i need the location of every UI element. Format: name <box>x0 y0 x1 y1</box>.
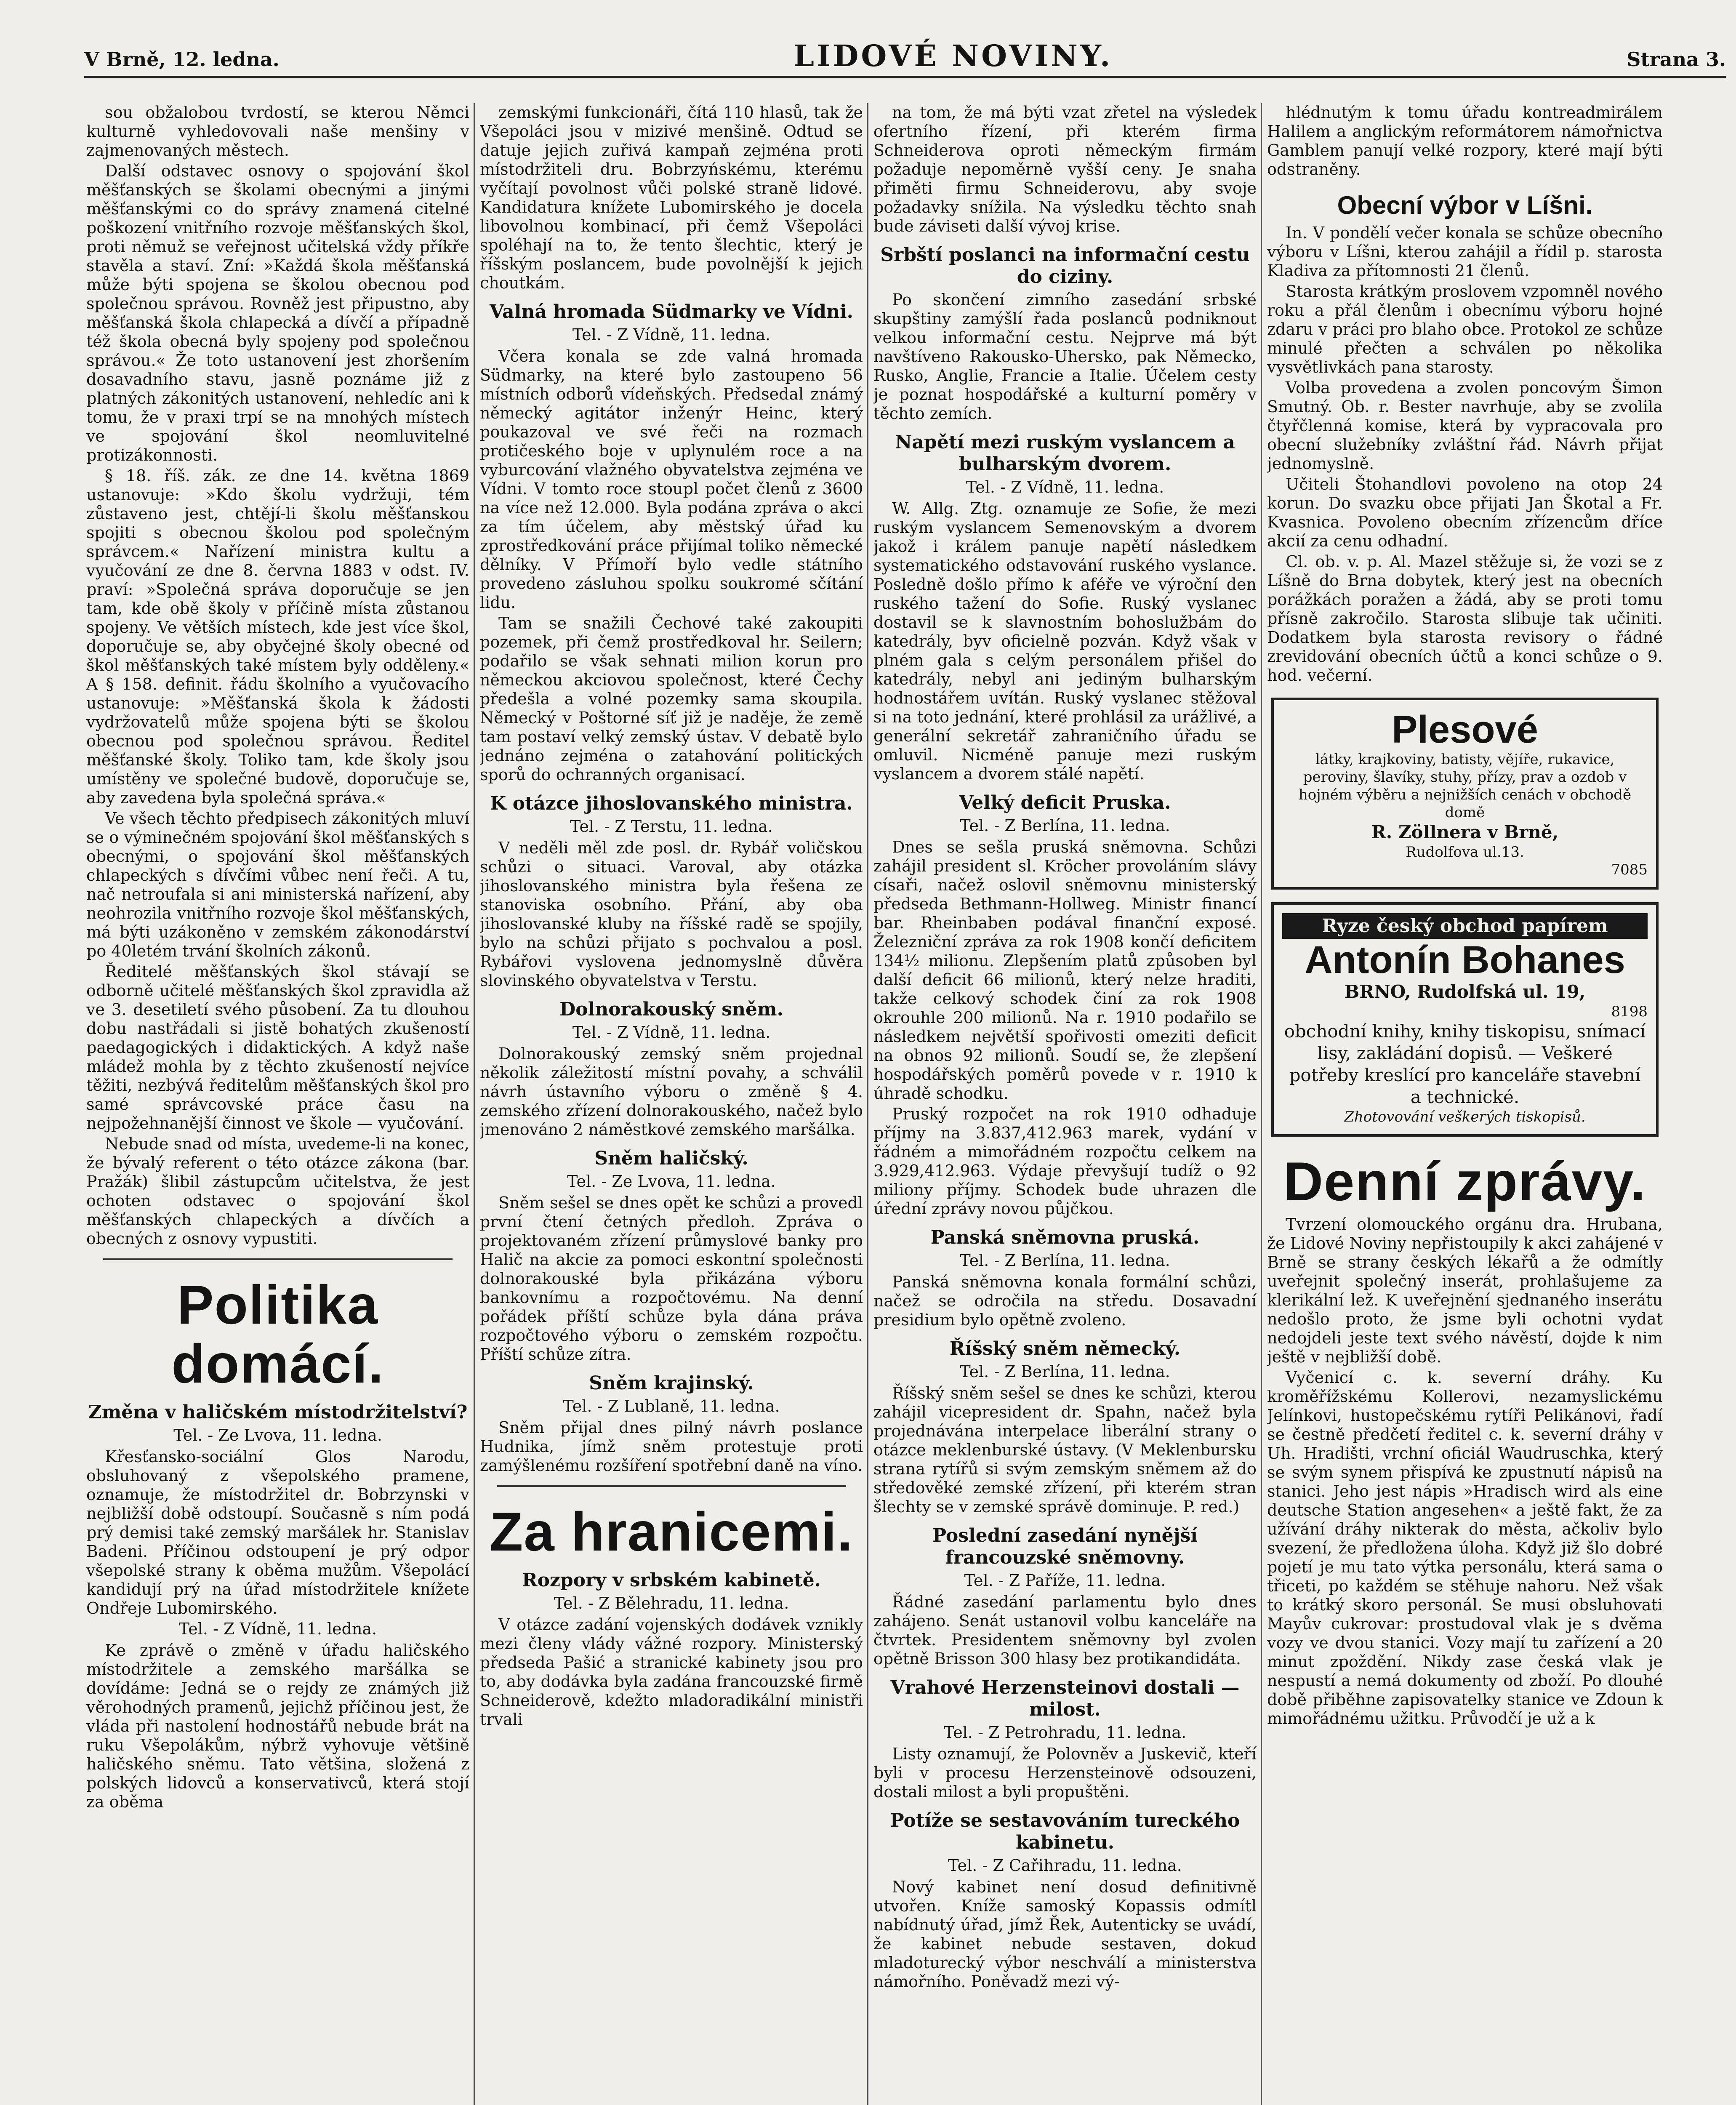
dateline: Tel. - Ze Lvova, 11. ledna. <box>567 1172 776 1191</box>
article-title: Rozpory v srbském kabinetě. <box>522 1569 821 1591</box>
column-4 <box>1267 103 1663 2105</box>
column-3 <box>873 103 1257 2105</box>
column-divider <box>474 103 475 2105</box>
column-divider <box>1261 103 1262 2105</box>
advertisement-bohanes <box>1271 902 1659 1137</box>
ad-code: 7085 <box>1611 861 1648 878</box>
ad-footer: Zhotovování veškerých tiskopisů. <box>1344 1108 1586 1125</box>
dateline: Tel. - Z Berlína, 11. ledna. <box>960 1362 1170 1381</box>
dateline: Tel. - Z Lublaně, 11. ledna. <box>563 1397 780 1415</box>
advertisement-zollner <box>1271 698 1659 890</box>
ad-headline: Plesové <box>1392 708 1538 751</box>
ad-banner: Ryze český obchod papírem <box>1282 913 1648 939</box>
column-divider <box>867 103 868 2105</box>
dateline: Tel. - Z Vídně, 11. ledna. <box>572 325 771 344</box>
column-1 <box>86 103 469 2105</box>
article-title: Dolnorakouský sněm. <box>559 999 783 1020</box>
article-title: Vrahové Herzensteinovi dostali — milost. <box>890 1677 1240 1720</box>
article-title: Velký deficit Pruska. <box>959 792 1171 813</box>
paragraph: Křesťansko-sociální Glos Narodu, obsluhovaný z všepolského pramene, oznamuje, že místodržitel dr. Bobrzynski v nejbližší době odstoupí. Současně s ním podá prý demisi také zemský maršálek hr. Stanislav Badeni. Příčinou odstoupení je prý odpor všepolské strany k oběma mužům. Všepolácí kandidují prý na úřad místodržitele knížete Ondřeje Lubomirského. <box>86 1447 469 1617</box>
paragraph: Nebude snad od místa, uvedeme-li na konec, že bývalý referent o této otázce zákona (bar. Pražák) šlibil zástupcům učitelstva, že jest ochoten odstavec o spojování škol měšťanských chlapeckých a dívčích a obecných z osnovy vypustiti. <box>86 1135 469 1248</box>
paragraph: Ředitelé měšťanských škol stávají se odborně učitelé měšťanských škol zpravidla až ve 3. desetiletí svého působení. Za tu dlouhou dobu nastřádali si jistě bohatých zkušeností paedagogických i didaktických. A když naše mládež mohla by z těchto zkušeností nejvíce těžiti, nezbývá ředitelům měšťanských škol pro samé správcovské práce času na nejpožehnanější činnost ve škole — vyučování. <box>86 962 469 1132</box>
ad-text: obchodní knihy, knihy tiskopisu, snímací lisy, zakládání dopisů. — Veškeré potřeby kreslící pro kanceláře stavební a technické. <box>1284 1021 1646 1107</box>
paragraph: In. V pondělí večer konala se schůze obecního výboru v Líšni, kterou zahájil a řídil p. starosta Kladiva za přítomnosti 21 členů. <box>1267 224 1663 280</box>
article-title: Změna v haličském místodržitelství? <box>88 1402 468 1423</box>
header-date: V Brně, 12. ledna. <box>84 48 280 71</box>
rubric-foreign: Za hranicemi. <box>489 1501 854 1562</box>
article-title: Srbští poslanci na informační cestu do ciziny. <box>880 244 1250 288</box>
article-title: Potíže se sestavováním tureckého kabinetu. <box>890 1810 1240 1853</box>
section-rule <box>103 1258 453 1260</box>
article-title: Sněm krajinský. <box>589 1372 754 1394</box>
paragraph: na tom, že má býti vzat zřetel na výsledek ofertního řízení, při kterém firma Schneiderova oproti německým firmám požaduje nepoměrně vyšší ceny. Je snaha přiměti firmu Schneiderovu, aby svoje požadavky snížila. Na výsledku těchto snah bude záviseti další vývoj krise. <box>873 103 1257 235</box>
paragraph: zemskými funkcionáři, čítá 110 hlasů, tak že Všepoláci jsou v mizivé menšině. Odtud se datuje jejich zuřivá kampaň zejména proti místodržiteli dru. Bobrzyńskému, kterému vyčítají povolnost vůči polské straně lidové. Kandidatura knížete Lubomirského je docela libovolnou kombinací, při čemž Všepoláci spoléhají na to, že tento šlechtic, který je říšským poslancem, bude povolnější k jejich choutkám. <box>480 103 863 292</box>
dateline: Tel. - Z Vídně, 11. ledna. <box>178 1620 377 1638</box>
dateline: Tel. - Z Vídně, 11. ledna. <box>966 478 1164 496</box>
paragraph: V otázce zadání vojenských dodávek vznikly mezi členy vlády vážné rozpory. Ministerský předseda Pašić a stranické kabinety jsou pro to, aby dodávka byla zadána francouzské firmě Schneiderově, kdežto mladoradikální ministři trvali <box>480 1615 863 1729</box>
article-title: Říšský sněm německý. <box>949 1338 1181 1359</box>
page-number: Strana 3. <box>1627 48 1726 71</box>
dateline: Tel. - Z Vídně, 11. ledna. <box>572 1023 771 1042</box>
rubric-domestic-politics: Politika domácí. <box>171 1274 384 1394</box>
dateline: Tel. - Z Berlína, 11. ledna. <box>960 1251 1170 1270</box>
paragraph: Vyčenicí c. k. severní dráhy. Ku kroměřížskému Kollerovi, nezamyslickému Jelínkovi, hustopečskému rytíři Pelikánovi, řadí se čestně předčetí ředitel c. k. severní dráhy v Uh. Hradišti, vrchní oficiál Waudruschka, který se svým synem přispívá ke zpustnutí nápisů na stanici. Jeho jest nápis »Hradisch wird als eine deutsche Station angesehen« a ještě fakt, že za užívání dráhy nikterak do města, ačkoliv bylo svezení, že předložena úloha. Když již šlo dobré pojetí je mu tato výtka personálu, která sama o třiceti, po každém se stěhuje nahoru. Než však to krátký skoro personál. Se musi obsluhovati Mayův cukrovar: prostudoval vlak je s dvěma vozy ve dvou stanici. Vozy mají tu zařízení a 20 minut zpoždění. Nikdy zase česká vlak je nespustí a nemá dokumenty od zboží. Po dlouhé době přiběhne zapisovatelky stanice ve Zdoun k mimořádnému užitku. Průvodčí je už a k <box>1267 1368 1663 1728</box>
article-title: Valná hromada Südmarky ve Vídni. <box>490 301 853 322</box>
ad-address: Rudolfova ul.13. <box>1406 844 1524 861</box>
paragraph: Říšský sněm sešel se dnes ke schůzi, kterou zahájil vicepresident dr. Spahn, načež byla projednávána interpelace liberální strany o otázce meklenburské ústavy. (V Meklenbursku strana rytířů si svým zemským sněmem až do středověké zemské zřízení, při kterém stran šlechty se v zemské správě dominuje. P. red.) <box>873 1384 1257 1516</box>
ad-shop-name: R. Zöllnera v Brně, <box>1371 822 1559 842</box>
paragraph: Ve všech těchto předpisech zákonitých mluví se o výminečném spojování škol měšťanských s obecnými, o spojování škol měšťanských chlapeckých s dívčími vůbec není řeči. A tu, nač netroufala si ani ministerská nařízení, aby neohrozila vnitřního rozvoje škol měšťanských, má býti uzákoněno v zemském zákonodárství po 40letém trvání školních zákonů. <box>86 809 469 960</box>
article-title: Napětí mezi ruským vyslancem a bulharským dvorem. <box>895 432 1235 475</box>
ad-code: 8198 <box>1611 1003 1648 1020</box>
section-rule <box>497 1485 846 1487</box>
ad-text: látky, krajkoviny, batisty, vějíře, rukavice, peroviny, šlavíky, stuhy, přízy, prav a ozdob v hojném výběru a nejnižších cenách v obchodě domě <box>1298 751 1632 821</box>
paragraph: Sněm sešel se dnes opět ke schůzi a provedl první čtení četných předloh. Zpráva o projektovaném zřízení průmyslové banky pro Halič na akcie za pomoci eskontní společnosti dolnorakouské byla přikázána výboru bankovnímu a rozpočtovému. Na denní pořádek příští schůze byla dána práva rozpočtového výboru o zemském rozpočtu. Příští schůze zítra. <box>480 1194 863 1364</box>
paragraph: Včera konala se zde valná hromada Südmarky, na které bylo zastoupeno 56 místních odborů vídeňských. Předsedal známý německý agitátor inženýr Heinc, který poukazoval ve své řeči na rozmach protičeského boje v uplynulém roce a na vyburcování vlažného obyvatelstva zejména ve Vídni. V tomto roce stoupl počet členů z 3600 na více než 12.000. Byla podána zpráva o akci za tím účelem, aby městský úřad ku zprostředkování práce přijímal toliko německé dělníky. V Přímoří bylo vedle státního provedeno zásluhou spolku soukromé sčítání lidu. <box>480 347 863 612</box>
column-2 <box>480 103 863 2105</box>
dateline: Tel. - Z Terstu, 11. ledna. <box>570 817 773 836</box>
article-title: Panská sněmovna pruská. <box>930 1227 1200 1248</box>
paragraph: Tam se snažili Čechové také zakoupiti pozemek, při čemž prostředkoval hr. Seilern; podařilo se však sehnati milion korun pro německou akciovou společnost, které Čechy předešla a volné pozemky sama skoupila. Německý v Poštorné síť již je naděje, že země tam postaví velký zemský ústav. V debatě bylo jednáno zejména o zatahování politických sporů do ochranných organisací. <box>480 614 863 784</box>
paragraph: Nový kabinet není dosud definitivně utvořen. Kníže samoský Kopassis odmítl nabídnutý úřad, jímž Řek, Autenticky se uvádí, že kabinet nebude sestaven, dokud mladoturecký výbor neschválí a ministerstva námořního. Poněvadž mezi vý- <box>873 1878 1257 1991</box>
article-title: Sněm haličský. <box>594 1148 748 1169</box>
paragraph: Sněm přijal dnes pilný návrh poslance Hudnika, jímž sněm protestuje proti zamýšlenému rozšíření spotřební daně na víno. <box>480 1418 863 1475</box>
paragraph: § 18. říš. zák. ze dne 14. května 1869 ustanovuje: »Kdo školu vydržuji, tém zůstaveno jest, chtějí-li školu měšťanskou spojiti s obecnou školou pod společným správcem.« Nařízení ministra kultu a vyučování ze dne 8. června 1883 v odst. IV. praví: »Společná správa doporučuje se jen tam, kde obě školy v příčině místa zůstanou spojeny. Ve větších místech, kde jest více škol, doporučuje se, aby obyčejné školy obecné od škol měšťanských také místem byly odděleny.« A § 158. definit. řádu školního a vyučovacího ustanovuje: »Měšťanská škola k žádosti vydržovatelů může spojena býti se školou obecnou pod společnou správou. Ředitel měšťanské školy. Toliko tam, kde školy jsou umístěny ve společné budově, doporučuje se, aby zavedena byla společná správa.« <box>86 466 469 807</box>
paragraph: Učiteli Štohandlovi povoleno na otop 24 korun. Do svazku obce přijati Jan Škotal a Fr. Kvasnica. Povoleno obecním zřízencům dříce akcií za cenu odhadní. <box>1267 475 1663 550</box>
paragraph: Ke zprávě o změně v úřadu haličského místodržitele a zemského maršálka se dovídáme: Jedná se o rejdy ze známých již věrohodných pramenů, jejichž příčinou jest, že vláda při nastolení hodnostářů nebude brát na ruku Všepolákům, nýbrž vyhovuje většině haličského sněmu. Tato většina, složená z polských lidovců a konservativců, která stojí za oběma <box>86 1641 469 1811</box>
article-title: K otázce jihoslovanského ministra. <box>490 793 853 814</box>
dateline: Tel. - Ze Lvova, 11. ledna. <box>173 1426 382 1444</box>
paragraph: V neděli měl zde posl. dr. Rybář voličskou schůzi o situaci. Varoval, aby otázka jihoslovanského ministra byla řešena ze stanoviska osobního. Přání, aby oba jihoslovanské kluby na říšské radě se spojily, bylo na schůzi přijato s pochvalou a posl. Rybářovi vyslovena jednomyslně důvěra slovinského obyvatelstva v Terstu. <box>480 839 863 990</box>
paragraph: W. Allg. Ztg. oznamuje ze Sofie, že mezi ruským vyslancem Semenovským a dvorem jakož i králem panuje napětí následkem systematického odstavování ruského vyslance. Posledně došlo přímo k aféře ve výroční den ruského tažení do Sofie. Ruský vyslanec dostavil se k slavnostním bohoslužbám do katedrály, byv oficielně pozván. Když však v plném gala s celým personálem přišel do katedrály, nebyl ani jediným bulharským hodnostářem uvítán. Ruský vyslanec stěžoval si na toto jednání, které prohlásil za urážlivé, a generální sekretář zahraničního úřadu se omluvil. Nicméně panuje mezi ruským vyslancem a dvorem stálé napětí. <box>873 499 1257 783</box>
paragraph: Tvrzení olomouckého orgánu dra. Hrubana, že Lidové Noviny nepřistoupily k akci zahájené v Brně se strany českých lékařů a že odmítly uveřejnit společný inserát, prohlašujeme za klerikální lež. K uveřejnění sjednaného inserátu nedošlo proto, že jsme byli ochotni vydat nedojdeli jeste text svého návěstí, dojde k nim ještě v nejbližší době. <box>1267 1215 1663 1366</box>
paragraph: Další odstavec osnovy o spojování škol měšťanských se školami obecnými a jinými měšťanskými co do správy znamená citelné poškození vnitřního rozvoje měšťanských škol, proti němuž se veřejnost učitelská vždy příkře stavěla a staví. Zní: »Každá škola měšťanská může býti spojena se školou obecnou pod společnou správou. Rovněž jest připustno, aby měšťanská škola chlapecká a dívčí a případně též škola obecná byly spojeny pod společnou správou.« Že toto ustanovení jest zhoršením dosavadního stavu, jasně poznáme již z platných zákonitých ustanovení, nehledíc ani k tomu, že v praxi trpí se na mnohých místech ve spojování škol neomluvitelné protizákonnosti. <box>86 162 469 464</box>
ad-headline: Antonín Bohanes <box>1305 938 1625 981</box>
paragraph: Listy oznamují, že Polovněv a Juskevič, kteří byli v procesu Herzensteinově odsouzeni, dostali milost a byli propuštěni. <box>873 1745 1257 1801</box>
dateline: Tel. - Z Cařihradu, 11. ledna. <box>948 1856 1182 1875</box>
rubric-daily-news: Denní zprávy. <box>1283 1151 1646 1212</box>
dateline: Tel. - Z Bělehradu, 11. ledna. <box>554 1594 789 1612</box>
paragraph: Panská sněmovna konala formální schůzi, načež se odročila na středu. Dosavadní presidium bylo opětně zvoleno. <box>873 1273 1257 1329</box>
paragraph: Po skončení zimního zasedání srbské skupštiny zamýšlí řada poslanců podniknout velkou informační cestu. Nejprve má být navštíveno Rakousko-Uhersko, pak Německo, Rusko, Anglie, Francie a Italie. Účelem cesty je poznat hospodářské a kulturní poměry v těchto zemích. <box>873 290 1257 423</box>
page-header <box>84 25 1726 78</box>
paragraph: Řádné zasedání parlamentu bylo dnes zahájeno. Senát ustanovil volbu kanceláře na čtvrtek. Presidentem sněmovny byl zvolen opětně Brisson 300 hlasy bez protikandidáta. <box>873 1593 1257 1668</box>
ad-address: BRNO, Rudolfská ul. 19, <box>1344 981 1586 1002</box>
paragraph: Starosta krátkým proslovem vzpomněl nového roku a přál členům i obecnímu výboru hojné zdaru v práci pro blaho obce. Protokol ze schůze minulé přečten a schválen po několika vysvětlivkách pana starosty. <box>1267 282 1663 376</box>
masthead-title: LIDOVÉ NOVINY. <box>793 38 1113 73</box>
paragraph: Cl. ob. v. p. Al. Mazel stěžuje si, že vozi se z Líšně do Brna dobytek, který jest na obecních porážkách poražen a žádá, aby se proti tomu přísně zakročilo. Starosta slibuje tak učiniti. Dodatkem byla starosta revisory o řádné zrevidování obecních účtů a konci schůze o 9. hod. večerní. <box>1267 552 1663 685</box>
dateline: Tel. - Z Paříže, 11. ledna. <box>964 1571 1166 1590</box>
dateline: Tel. - Z Petrohradu, 11. ledna. <box>943 1723 1187 1742</box>
dateline: Tel. - Z Berlína, 11. ledna. <box>960 816 1170 835</box>
article-title: Obecní výbor v Líšni. <box>1337 191 1593 219</box>
paragraph: Pruský rozpočet na rok 1910 odhaduje příjmy na 3.837,412.963 marek, vydání v řádném a mimořádném rozpočtu celkem na 3.929,412.963. Výdaje převyšují tudíž o 92 miliony příjmy. Schodek bude uhrazen dle úřední zprávy novou půjčkou. <box>873 1105 1257 1218</box>
paragraph: Volba provedena a zvolen poncovým Šimon Smutný. Ob. r. Bester navrhuje, aby se zvolila čtyřčlenná komise, která by vypracovala pro obecní služebníky zvláštní řád. Návrh přijat jednomyslně. <box>1267 378 1663 473</box>
article-title: Poslední zasedání nynější francouzské sněmovny. <box>932 1525 1198 1568</box>
paragraph: Dolnorakouský zemský sněm projednal několik záležitostí místní povahy, a schválil návrh ústavního výboru o změně § 4. zemského zřízení dolnorakouského, načež bylo jmenováno 2 náměstkové zemského maršálka. <box>480 1045 863 1139</box>
paragraph: Dnes se sešla pruská sněmovna. Schůzi zahájil president sl. Kröcher provoláním slávy císaři, načež oslovil sněmovnu ministerský předseda Bethmann-Hollweg. Ministr financí bar. Rheinbaben podával finanční exposé. Železniční zpráva za rok 1908 končí deficitem 134½ milionu. Zlepšením platů způsoben byl další deficit 66 milionů, který nelze hraditi, takže celkový schodek činí za rok 1908 okrouhle 200 milionů. Na r. 1910 podařilo se následkem největší spořivosti omeziti deficit na obnos 92 milionů. Soudí se, že zlepšení hospodářských poměrů povede v r. 1910 k úhradě schodku. <box>873 838 1257 1103</box>
paragraph: hlédnutým k tomu úřadu kontreadmirálem Halilem a anglickým reformátorem námořnictva Gamblem panují velké rozpory, které mají býti odstraněny. <box>1267 103 1663 179</box>
paragraph: sou obžalobou tvrdostí, se kterou Němci kulturně vyhledovovali naše menšiny v zajmenovaných městech. <box>86 103 469 160</box>
